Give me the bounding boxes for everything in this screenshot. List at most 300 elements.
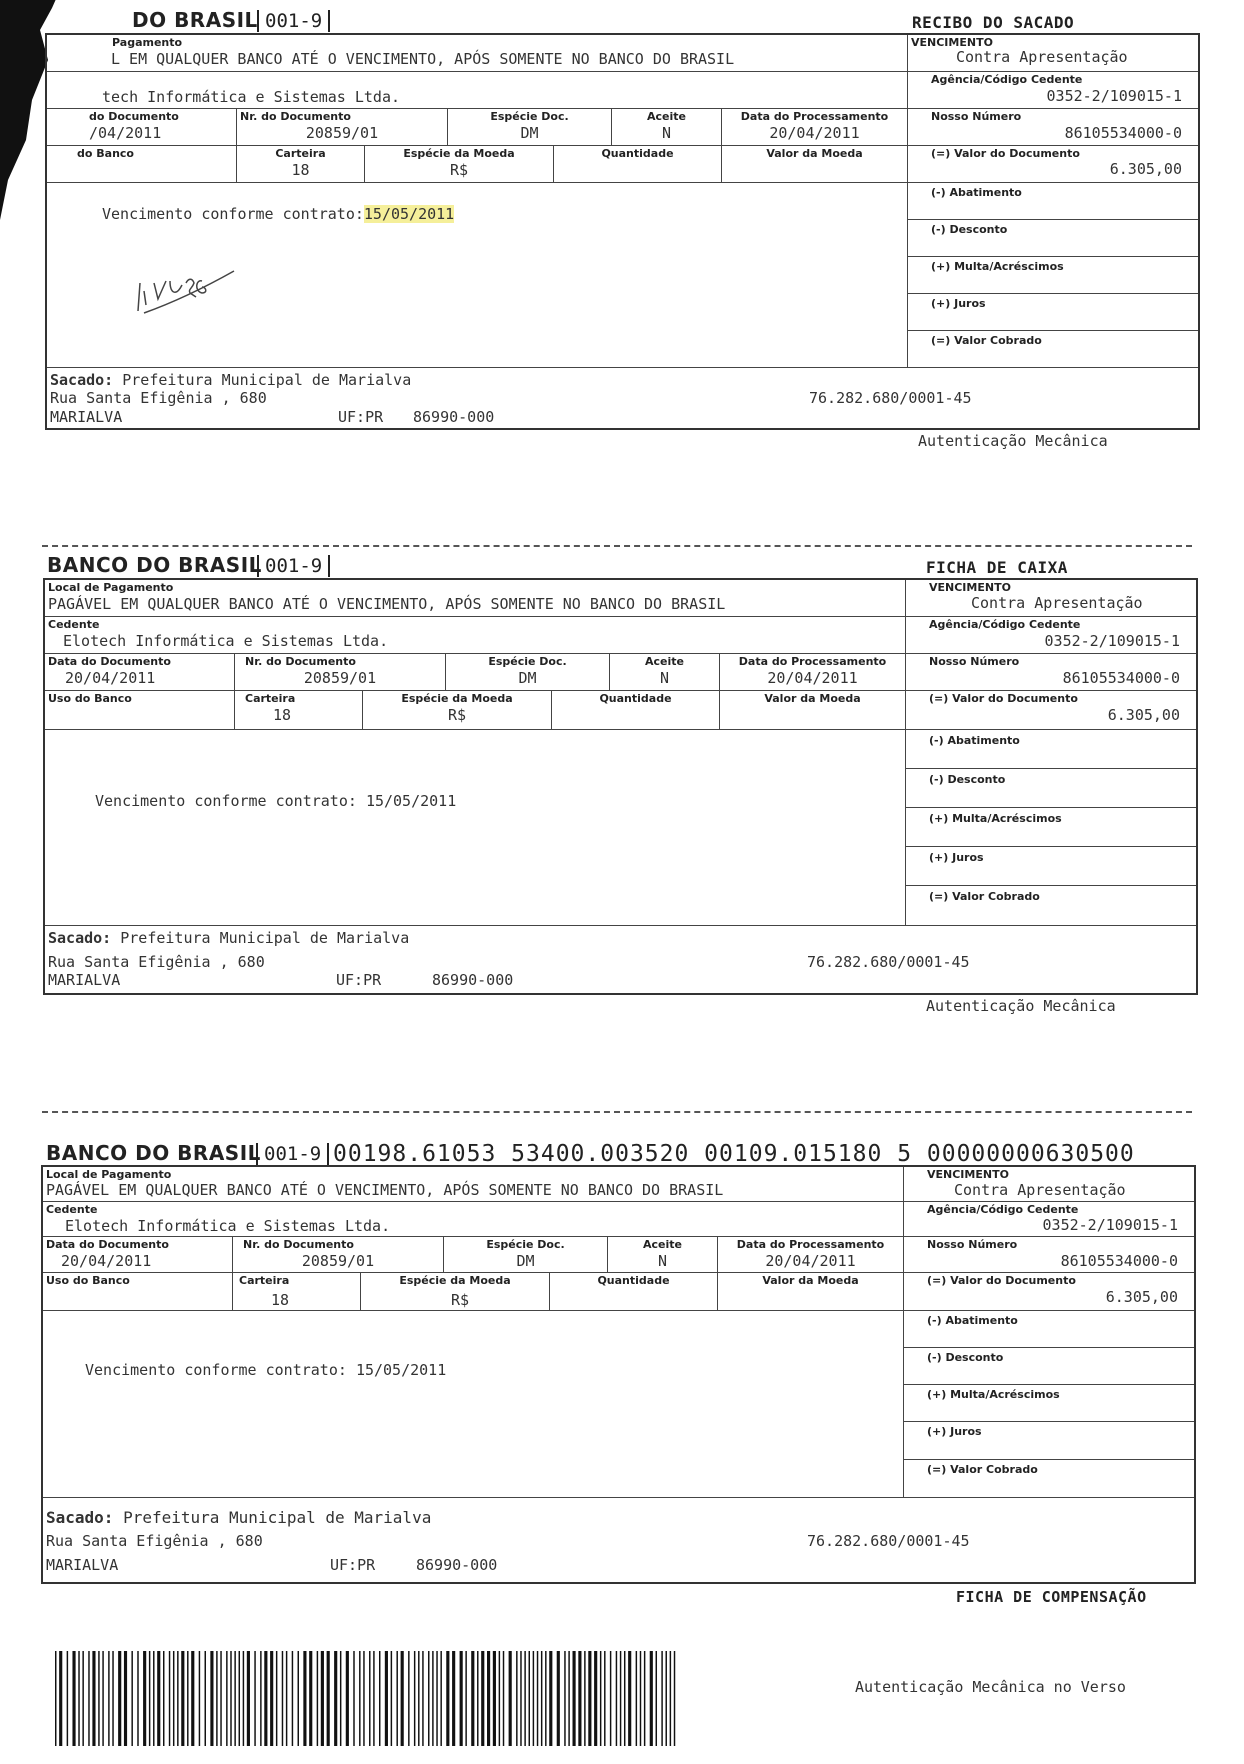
barcode-bar — [524, 1651, 525, 1746]
instrucao-date: 15/05/2011 — [365, 792, 457, 810]
nr-documento-cell — [237, 109, 448, 146]
barcode-bar — [670, 1651, 671, 1746]
barcode-bar — [564, 1651, 565, 1746]
especie-doc-cell — [448, 109, 612, 146]
barcode-bar — [674, 1651, 675, 1746]
barcode-bar — [173, 1651, 174, 1746]
especie-moeda-cell — [365, 146, 554, 183]
barcode-bar — [169, 1651, 170, 1746]
sacado-uf: UF:PR — [330, 1556, 376, 1574]
aceite-value: N — [661, 124, 672, 142]
sacado-label: Sacado: — [50, 371, 114, 389]
barcode-bar — [644, 1651, 645, 1746]
barcode-bar — [226, 1651, 227, 1746]
barcode-bar — [230, 1651, 231, 1746]
barcode-bar — [363, 1651, 364, 1746]
sacado-cnpj: 76.282.680/0001-45 — [807, 1532, 970, 1550]
barcode-bar — [533, 1651, 534, 1746]
barcode-bar — [620, 1651, 621, 1746]
barcode-bar — [385, 1651, 388, 1746]
barcode-bar — [656, 1651, 657, 1746]
bank-header — [0, 545, 1244, 579]
agencia-label: Agência/Código Cedente — [927, 1203, 1079, 1216]
boleto-grid — [45, 33, 1200, 430]
barcode-bar — [568, 1651, 569, 1746]
valor-documento-value: 6.305,00 — [1109, 160, 1182, 178]
receipt-title: RECIBO DO SACADO — [912, 13, 1075, 32]
especie-moeda-cell — [363, 691, 552, 730]
especie-doc-value: DM — [516, 1252, 535, 1270]
barcode-bar — [594, 1651, 597, 1746]
barcode-bar — [584, 1651, 585, 1746]
barcode-bar — [509, 1651, 512, 1746]
nosso-numero-label: Nosso Número — [929, 655, 1020, 668]
data-documento-label: Data do Documento — [48, 655, 171, 668]
valor-cobrado-cell — [908, 331, 1198, 368]
aceite-label: Aceite — [645, 655, 684, 668]
linha-digitavel: 00198.61053 53400.003520 00109.015180 5 00000000630500 — [333, 1141, 1135, 1167]
cedente-cell — [43, 1202, 904, 1237]
barcode-bar — [163, 1651, 164, 1746]
barcode-bar — [379, 1651, 380, 1746]
barcode-bar — [353, 1651, 354, 1746]
data-processamento-cell — [722, 109, 908, 146]
barcode-bar — [408, 1651, 409, 1746]
juros-cell — [904, 1422, 1194, 1460]
autenticacao-mecanica-verso: Autenticação Mecânica no Verso — [855, 1678, 1126, 1696]
valor-cobrado-label: (=) Valor Cobrado — [931, 334, 1042, 347]
barcode-bar — [650, 1651, 653, 1746]
barcode-bar — [549, 1651, 552, 1746]
abatimento-label: (-) Abatimento — [931, 186, 1022, 199]
barcode-bar — [92, 1651, 95, 1746]
aceite-cell — [610, 654, 720, 691]
barcode-bar — [286, 1651, 287, 1746]
quantidade-label: Quantidade — [601, 147, 674, 160]
barcode-bar — [529, 1651, 530, 1746]
cedente-value: tech Informática e Sistemas Ltda. — [102, 88, 401, 106]
agencia-cell — [908, 72, 1198, 109]
especie-moeda-value: R$ — [447, 706, 467, 724]
barcode-bar — [578, 1651, 581, 1746]
bank-name: BANCO DO BRASIL — [47, 553, 262, 577]
sacado-line1 — [48, 929, 409, 947]
nosso-numero-label: Nosso Número — [931, 110, 1022, 123]
barcode-bar — [210, 1651, 213, 1746]
barcode-bar — [340, 1651, 341, 1746]
barcode-bar — [432, 1651, 433, 1746]
nosso-numero-cell — [904, 1237, 1194, 1273]
multa-label: (+) Multa/Acréscimos — [931, 260, 1064, 273]
data-processamento-cell — [718, 1237, 904, 1273]
sacado-endereco: Rua Santa Efigênia , 680 — [46, 1532, 263, 1550]
instrucoes-area — [43, 1311, 904, 1498]
barcode-bar — [414, 1651, 415, 1746]
data-documento-cell — [47, 109, 237, 146]
nr-documento-label: Nr. do Documento — [240, 110, 351, 123]
barcode-bar — [440, 1651, 441, 1746]
barcode-bar — [216, 1651, 217, 1746]
barcode-bar — [205, 1651, 206, 1746]
data-documento-label: Data do Documento — [46, 1238, 169, 1251]
especie-moeda-label: Espécie da Moeda — [399, 1274, 511, 1287]
vencimento-label: VENCIMENTO — [927, 1168, 1009, 1181]
vencimento-label: VENCIMENTO — [929, 581, 1011, 594]
sacado-cep: 86990-000 — [413, 408, 495, 426]
local-pagamento-cell — [45, 580, 906, 617]
aceite-value: N — [657, 1252, 668, 1270]
instrucoes-area — [47, 183, 908, 368]
carteira-value: 18 — [273, 706, 292, 724]
abatimento-label: (-) Abatimento — [929, 734, 1020, 747]
nosso-numero-label: Nosso Número — [927, 1238, 1018, 1251]
barcode-bar — [143, 1651, 146, 1746]
barcode-bar — [239, 1651, 240, 1746]
barcode-bar — [67, 1651, 68, 1746]
sacado-uf: UF:PR — [338, 408, 384, 426]
barcode-bar — [157, 1651, 160, 1746]
barcode-bar — [666, 1651, 667, 1746]
barcode-bar — [247, 1651, 250, 1746]
multa-cell — [906, 808, 1196, 847]
barcode-bar — [481, 1651, 484, 1746]
carteira-value: 18 — [271, 1291, 290, 1309]
multa-cell — [904, 1385, 1194, 1422]
multa-cell — [908, 257, 1198, 294]
local-pagamento-value: L EM QUALQUER BANCO ATÉ O VENCIMENTO, APÓS SOMENTE NO BANCO DO BRASIL — [111, 50, 735, 68]
sacado-area — [45, 926, 1196, 993]
barcode-bar — [493, 1651, 496, 1746]
carteira-cell — [233, 1273, 361, 1311]
nr-documento-label: Nr. do Documento — [243, 1238, 354, 1251]
agencia-value: 0352-2/109015-1 — [1042, 1216, 1178, 1234]
aceite-value: N — [659, 669, 670, 687]
barcode-bar — [610, 1651, 611, 1746]
sacado-nome: Prefeitura Municipal de Marialva — [122, 371, 412, 389]
instrucoes-area — [45, 730, 906, 926]
agencia-label: Agência/Código Cedente — [929, 618, 1081, 631]
vencimento-cell — [908, 35, 1198, 72]
valor-moeda-label: Valor da Moeda — [762, 1274, 859, 1287]
valor-cobrado-cell — [906, 886, 1196, 926]
juros-label: (+) Juros — [931, 297, 986, 310]
valor-moeda-cell — [720, 691, 906, 730]
barcode-bar — [391, 1651, 392, 1746]
cedente-value: Elotech Informática e Sistemas Ltda. — [63, 632, 389, 650]
local-pagamento-value: PAGÁVEL EM QUALQUER BANCO ATÉ O VENCIMENTO, APÓS SOMENTE NO BANCO DO BRASIL — [46, 1181, 724, 1199]
barcode-bar — [452, 1651, 455, 1746]
barcode-bar — [418, 1651, 419, 1746]
barcode-bar — [191, 1651, 194, 1746]
data-processamento-value: 20/04/2011 — [765, 1252, 856, 1270]
barcode-bar — [477, 1651, 478, 1746]
sacado-cidade: MARIALVA — [46, 1556, 119, 1574]
barcode-bar — [254, 1651, 255, 1746]
barcode-bar — [220, 1651, 221, 1746]
barcode-bar — [503, 1651, 504, 1746]
sacado-endereco: Rua Santa Efigênia , 680 — [50, 389, 267, 407]
agencia-value: 0352-2/109015-1 — [1044, 632, 1180, 650]
barcode-bar — [422, 1651, 423, 1746]
valor-moeda-label: Valor da Moeda — [764, 692, 861, 705]
instrucao-vencimento — [102, 205, 454, 223]
cedente-cell — [47, 72, 908, 109]
carteira-label: Carteira — [275, 147, 326, 160]
valor-cobrado-label: (=) Valor Cobrado — [927, 1463, 1038, 1476]
especie-moeda-value: R$ — [451, 1291, 470, 1309]
uso-banco-cell — [45, 691, 235, 730]
agencia-cell — [906, 617, 1196, 654]
desconto-cell — [906, 769, 1196, 808]
nr-documento-value: 20859/01 — [305, 124, 379, 142]
barcode-bar — [59, 1651, 62, 1746]
especie-moeda-cell — [361, 1273, 550, 1311]
abatimento-label: (-) Abatimento — [927, 1314, 1018, 1327]
quantidade-label: Quantidade — [599, 692, 672, 705]
data-documento-value: 20/04/2011 — [65, 669, 156, 687]
barcode-bar — [640, 1651, 641, 1746]
local-pagamento-cell — [43, 1167, 904, 1202]
sacado-cep: 86990-000 — [432, 971, 514, 989]
local-pagamento-value: PAGÁVEL EM QUALQUER BANCO ATÉ O VENCIMENTO, APÓS SOMENTE NO BANCO DO BRASIL — [48, 595, 726, 613]
bank-code: 001-9 — [256, 1143, 329, 1165]
agencia-value: 0352-2/109015-1 — [1046, 87, 1182, 105]
agencia-label: Agência/Código Cedente — [931, 73, 1083, 86]
desconto-label: (-) Desconto — [929, 773, 1006, 786]
valor-documento-label: (=) Valor do Documento — [931, 147, 1080, 160]
barcode-bar — [516, 1651, 517, 1746]
juros-cell — [906, 847, 1196, 886]
data-documento-cell — [43, 1237, 233, 1273]
barcode-bar — [573, 1651, 576, 1746]
barcode-bar — [309, 1651, 312, 1746]
agencia-cell — [904, 1202, 1194, 1237]
uso-banco-label: do Banco — [77, 147, 134, 160]
barcode-bar — [317, 1651, 318, 1746]
barcode-bar — [401, 1651, 404, 1746]
bank-header — [0, 1133, 1244, 1167]
instrucao-prefix: Vencimento conforme contrato: — [102, 205, 364, 223]
barcode-bar — [98, 1651, 99, 1746]
barcode-bar — [446, 1651, 449, 1746]
juros-label: (+) Juros — [927, 1425, 982, 1438]
sacado-uf: UF:PR — [336, 971, 382, 989]
vencimento-cell — [906, 580, 1196, 617]
barcode-bar — [428, 1651, 429, 1746]
barcode-bar — [537, 1651, 538, 1746]
sacado-endereco: Rua Santa Efigênia , 680 — [48, 953, 265, 971]
uso-banco-cell — [43, 1273, 233, 1311]
barcode-bar — [636, 1651, 637, 1746]
barcode-bar — [628, 1651, 631, 1746]
receipt-title: FICHA DE CAIXA — [926, 558, 1068, 577]
cedente-value: Elotech Informática e Sistemas Ltda. — [65, 1217, 391, 1235]
barcode-bar — [137, 1651, 138, 1746]
barcode-bar — [369, 1651, 370, 1746]
nr-documento-value: 20859/01 — [303, 669, 377, 687]
data-processamento-label: Data do Processamento — [738, 655, 887, 668]
nr-documento-cell — [233, 1237, 444, 1273]
especie-moeda-label: Espécie da Moeda — [401, 692, 513, 705]
barcode-bar — [292, 1651, 293, 1746]
barcode-bar — [264, 1651, 267, 1746]
barcode-bar — [604, 1651, 605, 1746]
barcode-bar — [149, 1651, 150, 1746]
data-processamento-cell — [720, 654, 906, 691]
barcode-bar — [82, 1651, 83, 1746]
barcode-bar — [112, 1651, 113, 1746]
valor-cobrado-label: (=) Valor Cobrado — [929, 890, 1040, 903]
bank-code: 001-9 — [257, 555, 330, 577]
handwritten-signature — [132, 253, 242, 318]
autenticacao-mecanica: Autenticação Mecânica — [918, 432, 1108, 450]
barcode-bar — [520, 1651, 521, 1746]
barcode-bar — [282, 1651, 283, 1746]
especie-doc-label: Espécie Doc. — [488, 655, 567, 668]
barcode-bar — [118, 1651, 121, 1746]
valor-documento-cell — [908, 146, 1198, 183]
vencimento-value: Contra Apresentação — [971, 594, 1143, 612]
especie-doc-label: Espécie Doc. — [486, 1238, 565, 1251]
especie-moeda-label: Espécie da Moeda — [403, 147, 515, 160]
barcode-bar — [321, 1651, 324, 1746]
quantidade-label: Quantidade — [597, 1274, 670, 1287]
barcode-bar — [545, 1651, 546, 1746]
sacado-cidade: MARIALVA — [48, 971, 121, 989]
abatimento-cell — [906, 730, 1196, 769]
cedente-label: Cedente — [48, 618, 100, 631]
vencimento-value: Contra Apresentação — [954, 1181, 1126, 1199]
carteira-cell — [235, 691, 363, 730]
barcode-bar — [588, 1651, 591, 1746]
instrucao-vencimento — [95, 792, 456, 810]
barcode-bar — [78, 1651, 79, 1746]
nosso-numero-value: 86105534000-0 — [1064, 124, 1182, 142]
nosso-numero-value: 86105534000-0 — [1060, 1252, 1178, 1270]
barcode-bar — [600, 1651, 601, 1746]
juros-label: (+) Juros — [929, 851, 984, 864]
barcode-bar — [153, 1651, 154, 1746]
quantidade-cell — [554, 146, 722, 183]
barcode-bar — [303, 1651, 306, 1746]
carteira-value: 18 — [291, 161, 310, 179]
barcode-bar — [260, 1651, 261, 1746]
barcode-bar — [460, 1651, 463, 1746]
nosso-numero-cell — [906, 654, 1196, 691]
juros-cell — [908, 294, 1198, 331]
bank-code: 001-9 — [257, 10, 330, 32]
valor-moeda-label: Valor da Moeda — [766, 147, 863, 160]
barcode-bar — [373, 1651, 374, 1746]
instrucao-prefix: Vencimento conforme contrato: — [85, 1361, 347, 1379]
bank-name: BANCO DO BRASIL — [46, 1141, 261, 1165]
barcode-bar — [124, 1651, 127, 1746]
barcode-bar — [131, 1651, 132, 1746]
valor-documento-cell — [904, 1273, 1194, 1311]
valor-documento-label: (=) Valor do Documento — [929, 692, 1078, 705]
valor-cobrado-cell — [904, 1460, 1194, 1498]
boleto-grid — [43, 578, 1198, 995]
sacado-area — [47, 368, 1198, 428]
local-pagamento-label: Local de Pagamento — [48, 581, 174, 594]
instrucao-date: 15/05/2011 — [363, 205, 455, 223]
barcode — [55, 1651, 830, 1746]
sacado-label: Sacado: — [46, 1508, 114, 1527]
data-documento-value: /04/2011 — [89, 124, 162, 142]
especie-doc-cell — [446, 654, 610, 691]
valor-documento-value: 6.305,00 — [1105, 1288, 1178, 1306]
data-documento-label: do Documento — [89, 110, 179, 123]
barcode-bar — [187, 1651, 188, 1746]
desconto-cell — [904, 1348, 1194, 1385]
barcode-bar — [465, 1651, 466, 1746]
barcode-bar — [199, 1651, 200, 1746]
barcode-bar — [661, 1651, 662, 1746]
sacado-label: Sacado: — [48, 929, 112, 947]
uso-banco-cell — [47, 146, 237, 183]
instrucao-vencimento — [85, 1361, 446, 1379]
local-pagamento-label: Local de Pagamento — [46, 1168, 172, 1181]
sacado-cnpj: 76.282.680/0001-45 — [807, 953, 970, 971]
barcode-bar — [346, 1651, 349, 1746]
barcode-bar — [55, 1651, 56, 1746]
barcode-bar — [487, 1651, 490, 1746]
receipt-title: FICHA DE COMPENSAÇÃO — [956, 1588, 1147, 1606]
valor-documento-value: 6.305,00 — [1107, 706, 1180, 724]
aceite-cell — [608, 1237, 718, 1273]
barcode-bar — [396, 1651, 397, 1746]
local-pagamento-cell — [47, 35, 908, 72]
sacado-area — [43, 1498, 1194, 1582]
barcode-bar — [88, 1651, 89, 1746]
cedente-cell — [45, 617, 906, 654]
cut-line — [42, 1111, 1192, 1113]
nr-documento-cell — [235, 654, 446, 691]
especie-doc-value: DM — [518, 669, 537, 687]
autenticacao-mecanica: Autenticação Mecânica — [926, 997, 1116, 1015]
barcode-bar — [616, 1651, 617, 1746]
multa-label: (+) Multa/Acréscimos — [929, 812, 1062, 825]
barcode-bar — [298, 1651, 299, 1746]
uso-banco-label: Uso do Banco — [48, 692, 132, 705]
barcode-bar — [327, 1651, 330, 1746]
carteira-label: Carteira — [239, 1274, 290, 1287]
barcode-bar — [276, 1651, 277, 1746]
barcode-bar — [234, 1651, 235, 1746]
especie-moeda-value: R$ — [449, 161, 469, 179]
bank-header — [0, 0, 1244, 34]
instrucao-prefix: Vencimento conforme contrato: — [95, 792, 357, 810]
data-processamento-value: 20/04/2011 — [767, 669, 858, 687]
cedente-label: Cedente — [46, 1203, 98, 1216]
aceite-label: Aceite — [647, 110, 686, 123]
barcode-bar — [72, 1651, 75, 1746]
sacado-line1 — [46, 1508, 431, 1527]
abatimento-cell — [904, 1311, 1194, 1348]
instrucao-date: 15/05/2011 — [355, 1361, 447, 1379]
local-pagamento-label: Pagamento — [112, 36, 183, 49]
barcode-bar — [177, 1651, 178, 1746]
nosso-numero-cell — [908, 109, 1198, 146]
barcode-bar — [541, 1651, 542, 1746]
carteira-cell — [237, 146, 365, 183]
sacado-nome: Prefeitura Municipal de Marialva — [120, 929, 410, 947]
valor-moeda-cell — [722, 146, 908, 183]
barcode-bar — [334, 1651, 337, 1746]
data-documento-cell — [45, 654, 235, 691]
barcode-bar — [471, 1651, 474, 1746]
aceite-cell — [612, 109, 722, 146]
